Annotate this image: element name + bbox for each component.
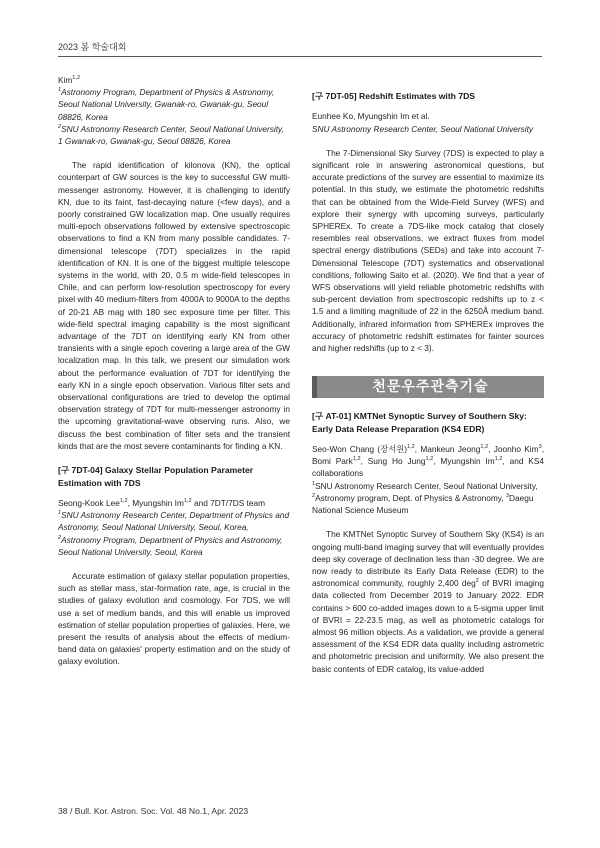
right-column xyxy=(312,74,544,675)
talk-abstract-at-01: The KMTNet Synoptic Survey of Southern Sky (KS4) is an ongoing multi-band imaging survey that will eventually provides deep sky coverage of declination less than -30 degree. We are now ready to distribute its Early Data Release (EDR) to the astronomical community, roughly 2,400 deg$^2$ of BVRI imaging data collected from December 2019 to January 2022. EDR contains > 600 co-added images down to a 5-sigma upper limit of BVRI = 22-23.5 mag, as well as photometric catalogs for almost 96 million objects. As a validation, we provide a general assessment of the KS4 EDR data quality including astrometric and photometric precision and uniformity. We also present the basic contents of EDR catalog, its value-added xyxy=(312,529,545,674)
talk-affiliations-7dt-04: $^1$SNU Astronomy Research Center, Department of Physics and Astronomy, Seoul National University, Seoul, Korea, $^2$Astronomy Program, Department of Physics and Astronomy, Seoul National University, Seoul, Korea xyxy=(58,510,290,557)
running-head: 2023 봄 학술대회 xyxy=(58,42,127,52)
talk-abstract-7dt-05: The 7-Dimensional Sky Survey (7DS) is expected to play a significant role in answering astronomical questions, but accurate predictions of the survey are essential to maximize its potential. In this study, we estimate the photometric redshifts that can be obtained from the Wide-Field Survey (WFS) and explore their synergy with upcoming surveys, particularly SPHEREx. To create a 7DS-like mock catalog that closely resembles real observations, we extract fluxes from model spectral energy distributions (SEDs) and take into account 7-Dimensional Telescope (7DT) systematics and observational conditions, following Saito et al. (2020). We find that a year of WFS observations will yield reliable photometric redshifts with sub-percent deviation from spectroscopic redshifts up to z < 1.5 and a limiting magnitude of 22 in the 6250Å medium band. Additionally, infrared information from SPHEREx improves the accuracy of photometric redshift estimates for fainter sources and higher redshifts (up to z < 3). xyxy=(312,147,544,354)
talk-affiliations-at-01: $^1$SNU Astronomy Research Center, Seoul National University, $^2$Astronomy program, Dept. of Physics & Astronomy, $^3$Daegu National Science Museum xyxy=(312,480,538,516)
talk-authors-7dt-05: Eunhee Ko, Myungshin Im et al. xyxy=(312,111,430,122)
talk-authors-at-01: Seo-Won Chang (장서원)$^{1,2}$, Mankeun Jeong$^{1,2}$, Joonho Kim$^3$, Bomi Park$^{1,2}$, Sung Ho Jung$^{1,2}$, Myungshin Im$^{1,2}$, and KS4 collaborations xyxy=(312,444,544,479)
intro-abstract: The rapid identification of kilonova (KN), the optical counterpart of GW sources is the key to successful GW multi-messenger astronomy. However, it is challenging to identify KN, due to its faint, fast-decaying nature (<few days), and a poorly constrained GW localization map. One usually requires multi-epoch observations followed by extensive spectroscopic observations to find a KN from many possible candidates. 7-dimensional telescope (7DT) specializes in the rapid identification of KN. It is one of the biggest multiple telescope systems in the world, with 20, 0.5 m wide-field telescopes in Chile, and can perform low-resolution spectroscopy for every pixel with 40 medium-filters from 4000A to 9000A to the depths of 20-21 AB mag with 180 sec exposure time per filter. This wide-field spectral imaging capability is the most significant advantage of the 7DT on identifying early KN from other transients with a single epoch covering a large area of the GW localization map. In this talk, we present our simulation work about the performance evaluation of 7DT for identifying the early KN in a single epoch observation. Various filter sets and observational configurations are tried to develop the optimal observation strategy of 7DT for multi-messenger astronomy in the upcoming gravitational-wave observing runs. Also, we discuss the best combination of filter sets and the transient kinds that are the most severe contaminants for finding a KN. xyxy=(58,160,290,451)
talk-title-at-01: [구 AT-01] KMTNet Synoptic Survey of Southern Sky: Early Data Release Preparation (KS4 EDR) xyxy=(312,411,527,434)
talk-abstract-7dt-04: Accurate estimation of galaxy stellar population properties, such as stellar mass, star-formation rate, age, is crucial in the studies of galaxy evolution and cosmology. For 7DS, we will use a set of medium bands, and this will enable us improved estimation of stellar population properties of galaxies. Here, we present the results of analysis about the effects of medium-band data on galaxies' property estimation and on the study of galaxy evolution. xyxy=(58,570,290,667)
left-column xyxy=(58,74,290,668)
talk-title-7dt-05: [구 7DT-05] Redshift Estimates with 7DS xyxy=(312,91,476,101)
intro-affiliations: $^1$Astronomy Program, Department of Physics & Astronomy, Seoul National University, Gwanak-ro, Gwanak-gu, Seoul 08826, Korea $^2$SNU Astronomy Research Center, Seoul National University, 1 Gwanak-ro, Gwanak-gu, Seoul 08826, Korea xyxy=(58,87,284,147)
talk-affiliations-7dt-05: SNU Astronomy Research Center, Seoul National University xyxy=(312,123,534,134)
intro-authors: Kim$^{1,2}$ xyxy=(58,75,81,85)
page-footer: 38 / Bull. Kor. Astron. Soc. Vol. 48 No.1, Apr. 2023 xyxy=(58,806,249,816)
talk-authors-7dt-04: Seong-Kook Lee$^{1,2}$, Myungshin Im$^{1,2}$ and 7DT/7DS team xyxy=(58,497,265,508)
talk-title-7dt-04: [구 7DT-04] Galaxy Stellar Population Parameter Estimation with 7DS xyxy=(58,465,254,488)
section-banner: 천문우주관측기술 xyxy=(312,376,544,398)
header-rule xyxy=(58,56,542,57)
